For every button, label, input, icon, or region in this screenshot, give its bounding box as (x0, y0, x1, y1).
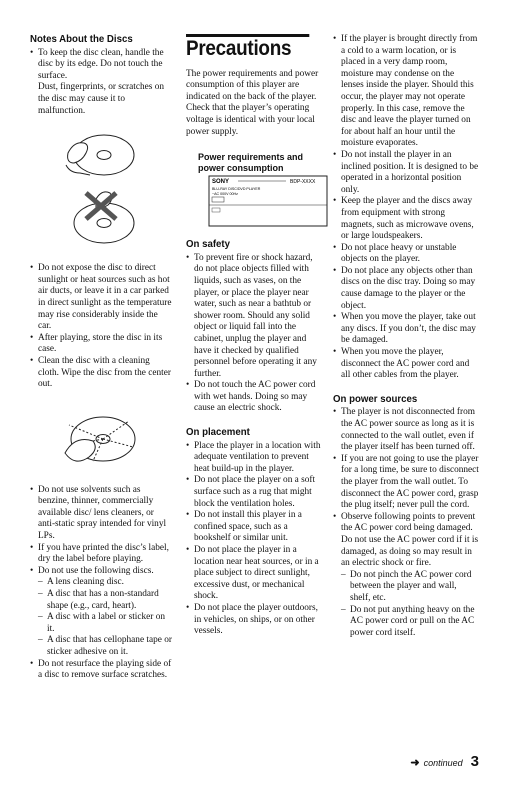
list-item: • Do not expose the disc to direct sunlight or heat sources such as hot air ducts, or leave it in a car parked in direct sunlight as the temperature may rise considerably inside the car. (30, 263, 172, 333)
list-item: • Do not place any objects other than discs on the disc tray. Doing so may cause damage to the player or the object. (333, 266, 479, 312)
list-item: • If you are not going to use the player for a long time, be sure to disconnect the player from the wall outlet. To disconnect the AC power cord, grasp the plug itself; never pull the cord. (333, 454, 479, 512)
bullet-text: Observe following points to prevent the AC power cord being damaged. Do not use the AC power cord if it is damaged, as doing so may result in an electric shock or fire. (341, 511, 479, 569)
page-footer (410, 753, 479, 771)
column-notes-discs (30, 34, 172, 682)
list-item: • Do not use solvents such as benzine, thinner, commercially available disc/ lens cleaners, or anti-static spray intended for vinyl LPs. (30, 485, 172, 543)
sub-list-item: – A disc that has cellophane tape or sticker adhesive on it. (38, 635, 172, 658)
notes-discs-heading: Notes About the Discs (30, 33, 133, 45)
list-item: • Do not place the player in a location near heat sources, or in a place subject to direct sunlight, excessive dust, or mechanical shock. (186, 545, 323, 603)
list-item: • When you move the player, disconnect the AC power cord and all other cables from the player. (333, 347, 479, 382)
rating-brand: SONY (212, 179, 230, 186)
list-item (30, 48, 172, 118)
power-sources-heading: On power sources (333, 392, 418, 405)
list-item (30, 566, 172, 659)
column-precautions (186, 34, 323, 638)
list-item: • Place the player in a location with adequate ventilation to prevent heat build-up in the player. (186, 441, 323, 476)
placement-heading: On placement (186, 426, 250, 439)
rating-line2: ~AC 000V 00Hz (212, 192, 238, 197)
intro-paragraph: The power requirements and power consumption of this player are indicated on the back of the player. Check that the player’s operating voltage is identical with your local power supply. (186, 68, 319, 137)
rating-plate-illustration (208, 175, 328, 227)
page-number: 3 (470, 753, 479, 770)
list-item: • Do not place heavy or unstable objects on the player. (333, 243, 479, 266)
list-item: • Keep the player and the discs away from equipment with strong magnets, such as microwave ovens, or large loudspeakers. (333, 196, 479, 242)
list-item: • Clean the disc with a cleaning cloth. Wipe the disc from the center out. (30, 356, 172, 391)
arrow-right-icon: ➜ (410, 757, 420, 769)
list-item (333, 512, 479, 640)
column-continued (333, 34, 479, 639)
list-item: • Do not place the player outdoors, in vehicles, on ships, or on other vessels. (186, 603, 323, 638)
list-item: • If you have printed the disc’s label, dry the label before playing. (30, 543, 172, 566)
continued-text: continued (423, 758, 463, 768)
sub-list-item: – Do not pinch the AC power cord between the player and wall, shelf, etc. (341, 570, 479, 605)
bullet-text: Dust, fingerprints, or scratches on the disc may cause it to malfunction. (38, 82, 164, 116)
safety-heading: On safety (186, 238, 231, 251)
list-item: • To prevent fire or shock hazard, do not place objects filled with liquids, such as vases, on the player, or place the player near water, such as near a bathtub or shower room. Should any solid object or liquid fall into the cabinet, unplug the player and have it checked by qualified personnel before operating it any further. (186, 253, 323, 381)
sub-list-item: – A disc that has a non-standard shape (e.g., card, heart). (38, 589, 172, 612)
rating-line1: BLU-RAY DISC/DVD PLAYER (212, 187, 261, 192)
list-item: • Do not install this player in a confined space, such as a bookshelf or similar unit. (186, 510, 323, 545)
list-item: • Do not install the player in an inclined position. It is designed to be operated in a horizontal position only. (333, 150, 479, 196)
sub-list-item: – Do not put anything heavy on the AC power cord or pull on the AC power cord itself. (341, 605, 479, 640)
rating-model: BDP-XXXX (290, 179, 316, 186)
list-item: • Do not touch the AC power cord with wet hands. Doing so may cause an electric shock. (186, 380, 323, 415)
disc-handling-illustration (56, 123, 146, 263)
page-title: Precautions (186, 34, 309, 55)
list-item: • The player is not disconnected from the AC power source as long as it is connected to the wall outlet, even if the player itself has been turned off. (333, 407, 479, 453)
continued-marker (410, 753, 462, 771)
sub-list-item: – A lens cleaning disc. (38, 577, 172, 589)
rating-label-caption: Power requirements and power consumption (198, 152, 304, 173)
list-item: • When you move the player, take out any discs. If you don’t, the disc may be damaged. (333, 312, 479, 347)
list-item: • Do not place the player on a soft surface such as a rug that might block the ventilation holes. (186, 475, 323, 510)
list-item: • If the player is brought directly from a cold to a warm location, or is placed in a very damp room, moisture may condense on the lenses inside the player. Should this occur, the player may not operate properly. In this case, remove the disc and leave the player turned on for about half an hour until the moisture evaporates. (333, 34, 479, 150)
list-item: • After playing, store the disc in its case. (30, 333, 172, 356)
list-item: • Do not resurface the playing side of a disc to remove surface scratches. (30, 659, 172, 682)
bullet-text: To keep the disc clean, handle the disc by its edge. Do not touch the surface. (38, 47, 164, 81)
bullet-text: Do not use the following discs. (38, 565, 154, 576)
disc-cleaning-illustration (51, 399, 151, 479)
sub-list-item: – A disc with a label or sticker on it. (38, 612, 172, 635)
